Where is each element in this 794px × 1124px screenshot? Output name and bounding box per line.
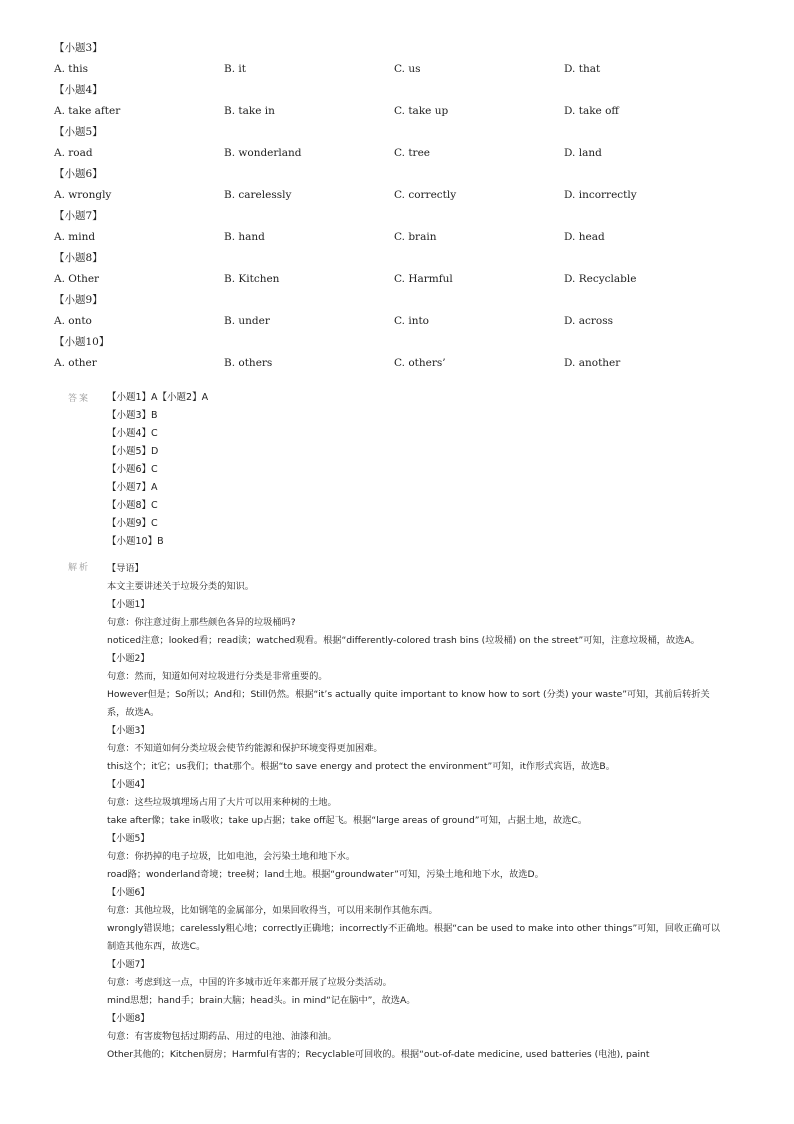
option-b: B. hand [224,231,265,243]
option-row [54,314,774,328]
option-a: A. other [54,357,97,369]
analysis-line: 【小题7】 [107,959,150,970]
option-b: B. it [224,63,246,75]
analysis-line: 【导语】 [107,563,144,574]
option-row [54,356,774,370]
option-c: C. tree [394,147,431,159]
option-d: D. across [564,315,613,327]
answer-list [107,391,208,553]
analysis-line: 【小题1】 [107,599,150,610]
option-row [54,272,774,286]
option-d: D. take off [564,105,619,117]
answer-line: 【小题8】C [107,500,158,511]
option-d: D. incorrectly [564,189,637,201]
analysis-line: 【小题3】 [107,725,150,736]
analysis-line: 句意：你扔掉的电子垃圾，比如电池，会污染土地和地下水。 [107,851,356,862]
answer-line: 【小题9】C [107,518,158,529]
analysis-line: 【小题6】 [107,887,150,898]
analysis-line: wrongly错误地；carelessly粗心地；correctly正确地；incorrectly不正确地。根据“can be used to make into other things”可知，回收正确可以制造其他东西，故选C。 [107,923,720,952]
answer-line: 【小题4】C [107,428,158,439]
question-label: 【小题6】 [54,168,103,180]
option-c: C. brain [394,231,437,243]
option-b: B. Kitchen [224,273,280,285]
option-a: A. this [54,63,88,75]
analysis-line: 【小题5】 [107,833,150,844]
analysis-line: noticed注意；looked看；read读；watched观看。根据“differently-colored trash bins (垃圾桶) on the street”可知，注意垃圾桶，故选A。 [107,635,700,646]
option-c: C. correctly [394,189,457,201]
analysis-line: 句意：然而，知道如何对垃圾进行分类是非常重要的。 [107,671,328,682]
option-c: C. others’ [394,357,446,369]
option-a: A. take after [54,105,121,117]
option-a: A. onto [54,315,92,327]
analysis-body [107,560,725,1064]
option-row [54,104,774,118]
option-a: A. Other [54,273,100,285]
option-b: B. wonderland [224,147,302,159]
option-row [54,62,774,76]
option-d: D. head [564,231,605,243]
analysis-line: road路；wonderland奇境；tree树；land土地。根据“groundwater”可知，污染土地和地下水，故选D。 [107,869,544,880]
answer-tag: 答案 [68,394,91,404]
option-b: B. under [224,315,270,327]
answer-line: 【小题1】A【小题2】A [107,392,209,403]
option-row [54,188,774,202]
analysis-line: 句意：有害废物包括过期药品、用过的电池、油漆和油。 [107,1031,337,1042]
option-c: C. Harmful [394,273,453,285]
analysis-line: However但是；So所以；And和；Still仍然。根据“it’s actually quite important to know how to sort (分类) your waste”可知，其前后转折关系，故选A。 [107,689,710,718]
option-a: A. road [54,147,93,159]
answer-line: 【小题7】A [107,482,158,493]
analysis-line: 【小题2】 [107,653,150,664]
option-row [54,230,774,244]
option-d: D. another [564,357,621,369]
analysis-line: 本文主要讲述关于垃圾分类的知识。 [107,581,254,592]
analysis-line: 句意：考虑到这一点，中国的许多城市近年来都开展了垃圾分类活动。 [107,977,392,988]
analysis-line: 【小题8】 [107,1013,150,1024]
question-label: 【小题5】 [54,126,103,138]
analysis-line: mind思想；hand手；brain大脑；head头。in mind“记在脑中”，故选A。 [107,995,416,1006]
option-c: C. take up [394,105,449,117]
option-d: D. land [564,147,602,159]
option-b: B. carelessly [224,189,292,201]
question-label: 【小题10】 [54,336,110,348]
question-label: 【小题3】 [54,42,103,54]
option-c: C. us [394,63,421,75]
question-label: 【小题8】 [54,252,103,264]
analysis-line: take after像；take in吸收；take up占据；take off起飞。根据“large areas of ground”可知，占据土地，故选C。 [107,815,588,826]
question-options-list [54,41,774,377]
option-a: A. wrongly [54,189,112,201]
option-b: B. others [224,357,273,369]
analysis-line: Other其他的；Kitchen厨房；Harmful有害的；Recyclable可回收的。根据“out-of-date medicine, used batteries (电池), paint [107,1049,650,1060]
option-row [54,146,774,160]
answer-line: 【小题10】B [107,536,164,547]
analysis-line: this这个；it它；us我们；that那个。根据“to save energy and protect the environment”可知，it作形式宾语，故选B。 [107,761,615,772]
option-c: C. into [394,315,429,327]
analysis-line: 句意：你注意过街上那些颜色各异的垃圾桶吗? [107,617,296,628]
option-a: A. mind [54,231,96,243]
question-label: 【小题7】 [54,210,103,222]
analysis-line: 句意：其他垃圾，比如钢笔的金属部分，如果回收得当，可以用来制作其他东西。 [107,905,438,916]
analysis-line: 句意：这些垃圾填埋场占用了大片可以用来种树的土地。 [107,797,337,808]
analysis-tag: 解析 [68,563,91,573]
answer-line: 【小题6】C [107,464,158,475]
option-d: D. that [564,63,601,75]
question-label: 【小题9】 [54,294,103,306]
answer-line: 【小题5】D [107,446,159,457]
analysis-line: 【小题4】 [107,779,150,790]
analysis-line: 句意：不知道如何分类垃圾会使节约能源和保护环境变得更加困难。 [107,743,383,754]
option-d: D. Recyclable [564,273,637,285]
option-b: B. take in [224,105,275,117]
question-label: 【小题4】 [54,84,103,96]
answer-line: 【小题3】B [107,410,158,421]
